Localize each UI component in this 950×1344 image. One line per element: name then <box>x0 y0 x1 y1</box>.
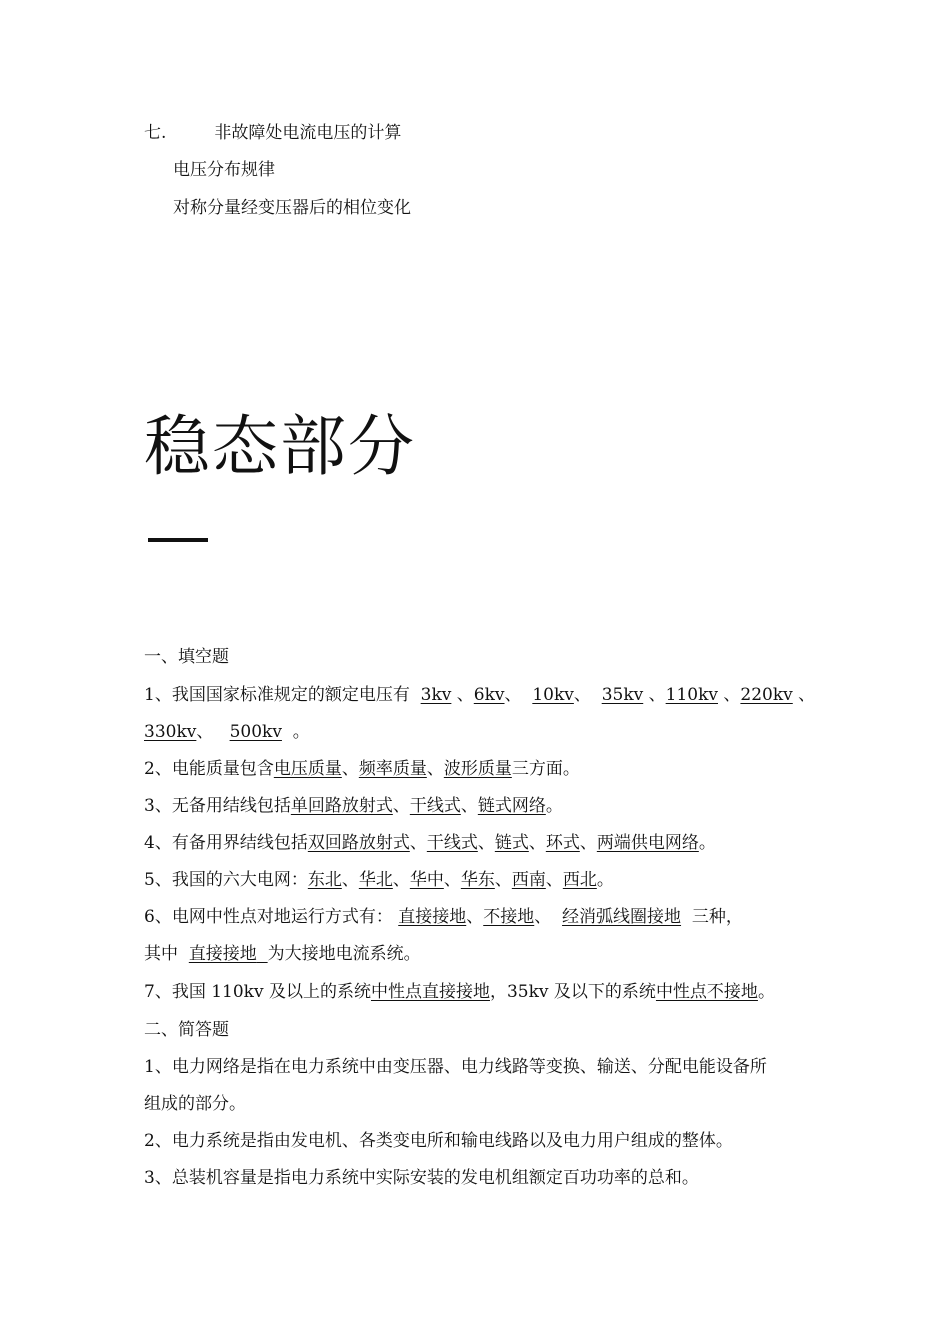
q5-answer-2: 华北 <box>358 870 393 890</box>
fill-q2 <box>144 757 580 781</box>
q1-answer-8: 500kv <box>229 722 282 742</box>
short-answer-1-line1: 1、电力网络是指在电力系统中由变压器、电力线路等变换、输送、分配电能设备所 <box>144 1057 767 1077</box>
q3-sep-1: 、 <box>392 796 410 816</box>
section7-title: 非故障处电流电压的计算 <box>214 123 402 143</box>
q5-sep-2: 、 <box>392 870 410 890</box>
q6-answer-1: 直接接地 <box>398 907 467 927</box>
chapter-one-mark <box>148 538 208 542</box>
q4-answer-1: 双回路放射式 <box>307 833 410 853</box>
q1-answer-2: 6kv <box>473 685 505 705</box>
q5-answer-3: 华中 <box>409 870 444 890</box>
q4-end: 。 <box>698 833 716 853</box>
q1-answer-3: 10kv <box>532 685 574 705</box>
q2-answer-1: 电压质量 <box>273 759 342 779</box>
q1-sep-5: 、 <box>723 685 741 705</box>
q6-answer-4: 直接接地 <box>188 944 257 964</box>
q5-answer-4: 华东 <box>460 870 495 890</box>
page-title: 稳态部分 <box>144 408 416 485</box>
q6-prefix: 6、电网中性点对地运行方式有： <box>144 907 393 927</box>
q6-sep-1: 、 <box>466 907 484 927</box>
fill-heading: 一、填空题 <box>144 647 229 667</box>
q2-sep-1: 、 <box>341 759 359 779</box>
section7-heading <box>144 121 401 145</box>
q1-answer-5: 110kv <box>665 685 718 705</box>
fill-q6-line2 <box>144 942 421 966</box>
q5-answer-5: 西南 <box>511 870 546 890</box>
q7-middle: ，35kv 及以下的系统 <box>489 982 656 1002</box>
fill-q3 <box>144 794 563 818</box>
q1-answer-6: 220kv <box>740 685 793 705</box>
q6-answer-2: 不接地 <box>483 907 535 927</box>
q5-sep-4: 、 <box>494 870 512 890</box>
q7-prefix: 7、我国 110kv 及以上的系统 <box>144 982 371 1002</box>
q4-sep-4: 、 <box>579 833 597 853</box>
q4-sep-2: 、 <box>477 833 495 853</box>
q1-answer-4: 35kv <box>601 685 644 705</box>
q1-prefix: 1、我国国家标准规定的额定电压有 <box>144 685 410 705</box>
q4-answer-4: 环式 <box>545 833 580 853</box>
q3-answer-3: 链式网络 <box>477 796 546 816</box>
short-answer-1-line2: 组成的部分。 <box>144 1094 246 1114</box>
q2-prefix: 2、电能质量包含 <box>144 759 274 779</box>
q3-prefix: 3、无备用结线包括 <box>144 796 291 816</box>
short-answer-2: 2、电力系统是指由发电机、各类变电所和输电线路以及电力用户组成的整体。 <box>144 1131 733 1151</box>
q1-answer-1: 3kv <box>420 685 452 705</box>
q6-sep-2: 、 <box>534 907 552 927</box>
q1-sep-7: 、 <box>196 722 214 742</box>
q4-answer-5: 两端供电网络 <box>596 833 699 853</box>
q2-answer-3: 波形质量 <box>443 759 512 779</box>
section7-item-1: 电压分布规律 <box>173 160 275 180</box>
fill-q7 <box>144 980 775 1004</box>
q3-sep-2: 、 <box>460 796 478 816</box>
q5-sep-1: 、 <box>341 870 359 890</box>
q2-end: 三方面。 <box>511 759 580 779</box>
q4-prefix: 4、有备用界结线包括 <box>144 833 308 853</box>
q6-answer-3: 经消弧线圈接地 <box>562 907 682 927</box>
q1-sep-3: 、 <box>573 685 591 705</box>
q5-end: 。 <box>596 870 614 890</box>
fill-q5 <box>144 868 614 892</box>
q4-answer-3: 链式 <box>494 833 529 853</box>
fill-q4 <box>144 831 716 855</box>
q4-answer-2: 干线式 <box>426 833 478 853</box>
q5-sep-3: 、 <box>443 870 461 890</box>
q1-sep-6: 、 <box>798 685 816 705</box>
q3-end: 。 <box>545 796 563 816</box>
q7-answer-1: 中性点直接接地 <box>370 982 490 1002</box>
fill-q1-line1 <box>144 683 815 707</box>
q1-answer-7: 330kv <box>144 722 197 742</box>
q5-answer-1: 东北 <box>307 870 342 890</box>
short-heading: 二、简答题 <box>144 1020 229 1040</box>
q4-sep-3: 、 <box>528 833 546 853</box>
q2-sep-2: 、 <box>426 759 444 779</box>
q7-answer-2: 中性点不接地 <box>655 982 758 1002</box>
q6-line2-prefix: 其中 <box>144 944 178 964</box>
q6-line2-end: 为大接地电流系统。 <box>267 944 421 964</box>
q5-answer-6: 西北 <box>562 870 597 890</box>
short-answer-3: 3、总装机容量是指电力系统中实际安装的发电机组额定百功功率的总和。 <box>144 1168 699 1188</box>
q3-answer-1: 单回路放射式 <box>290 796 393 816</box>
q1-end: 。 <box>292 722 310 742</box>
fill-q6-line1 <box>144 905 743 929</box>
q6-end: 三种， <box>691 907 743 927</box>
q5-sep-5: 、 <box>545 870 563 890</box>
q4-sep-1: 、 <box>409 833 427 853</box>
q1-sep-4: 、 <box>648 685 666 705</box>
q3-answer-2: 干线式 <box>409 796 461 816</box>
fill-q1-line2 <box>144 720 310 744</box>
section7-item-2: 对称分量经变压器后的相位变化 <box>173 198 411 218</box>
q5-prefix: 5、我国的六大电网： <box>144 870 308 890</box>
section7-number: 七. <box>144 123 167 143</box>
q1-sep-2: 、 <box>504 685 522 705</box>
q1-sep-1: 、 <box>456 685 474 705</box>
q7-end: 。 <box>757 982 775 1002</box>
q2-answer-2: 频率质量 <box>358 759 427 779</box>
